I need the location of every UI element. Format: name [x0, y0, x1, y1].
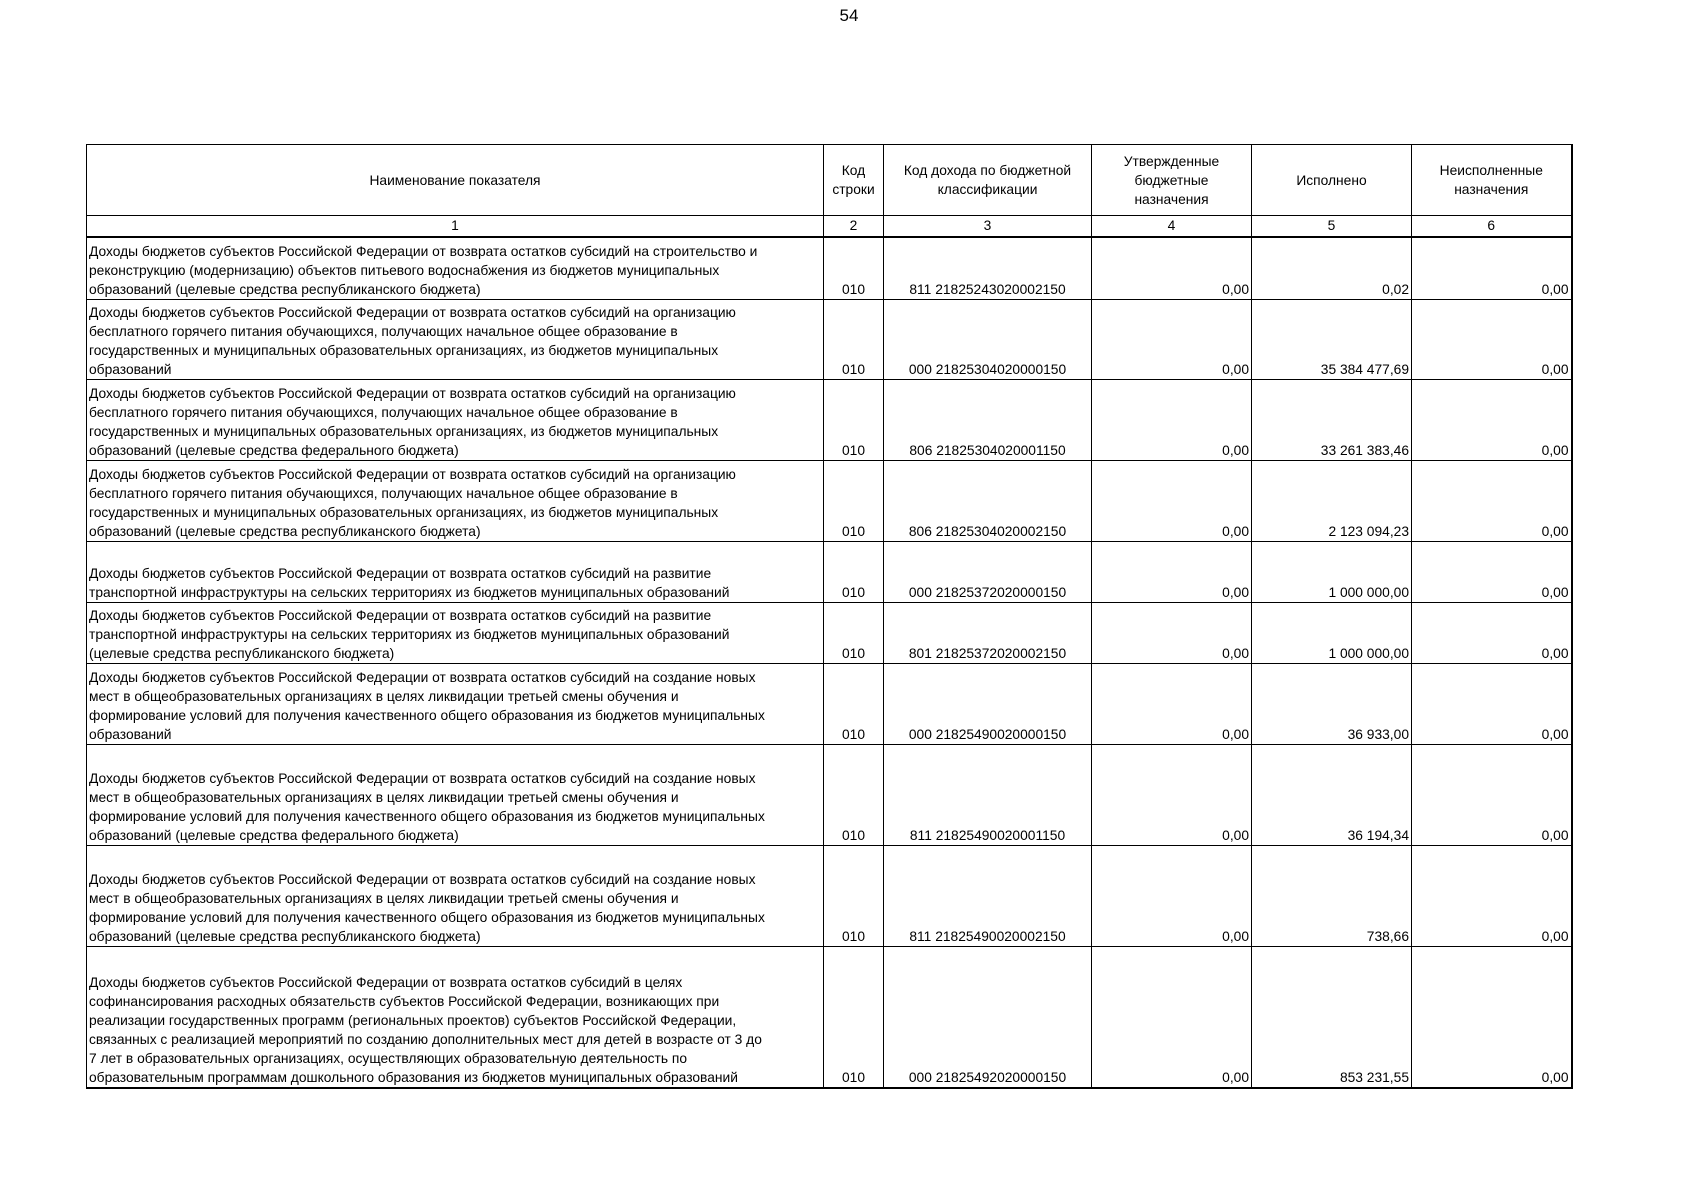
- header-indicator-name: Наименование показателя: [87, 145, 824, 216]
- executed-cell: 35 384 477,69: [1252, 299, 1412, 379]
- approved-cell: 0,00: [1092, 744, 1252, 845]
- unexecuted-cell: 0,00: [1412, 237, 1572, 299]
- line-code-cell: 010: [824, 299, 884, 379]
- table-row: [87, 379, 1572, 460]
- table-row: [87, 663, 1572, 744]
- unexecuted-cell: 0,00: [1412, 602, 1572, 663]
- column-number: 6: [1412, 216, 1572, 238]
- column-number: 2: [824, 216, 884, 238]
- line-code-cell: 010: [824, 602, 884, 663]
- budget-report-table: [86, 144, 1573, 1089]
- indicator-name-cell: Доходы бюджетов субъектов Российской Федерации от возврата остатков субсидий на развитие транспортной инфраструктуры на сельских территориях из бюджетов муниципальных образований (целевые средства республиканского бюджета): [87, 602, 824, 663]
- header-line-code: Код строки: [824, 145, 884, 216]
- unexecuted-cell: 0,00: [1412, 541, 1572, 602]
- indicator-name-cell: Доходы бюджетов субъектов Российской Федерации от возврата остатков субсидий на развитие транспортной инфраструктуры на сельских территориях из бюджетов муниципальных образований: [87, 541, 824, 602]
- indicator-name-cell: Доходы бюджетов субъектов Российской Федерации от возврата остатков субсидий на организацию бесплатного горячего питания обучающихся, получающих начальное общее образование в государственных и муниципальных образовательных организациях, из бюджетов муниципальных образований: [87, 299, 824, 379]
- column-number: 5: [1252, 216, 1412, 238]
- unexecuted-cell: 0,00: [1412, 299, 1572, 379]
- approved-cell: 0,00: [1092, 946, 1252, 1088]
- income-code-cell: 811 21825490020001150: [884, 744, 1092, 845]
- approved-cell: 0,00: [1092, 541, 1252, 602]
- unexecuted-cell: 0,00: [1412, 663, 1572, 744]
- table-row: [87, 946, 1572, 1088]
- line-code-cell: 010: [824, 946, 884, 1088]
- line-code-cell: 010: [824, 663, 884, 744]
- unexecuted-cell: 0,00: [1412, 946, 1572, 1088]
- table-header: [87, 145, 1572, 238]
- indicator-name-cell: Доходы бюджетов субъектов Российской Федерации от возврата остатков субсидий в целях софинансирования расходных обязательств субъектов Российской Федерации, возникающих при реализации государственных программ (региональных проектов) субъектов Российской Федерации, связанных с реализацией мероприятий по созданию дополнительных мест для детей в возрасте от 3 до 7 лет в образовательных организациях, осуществляющих образовательную деятельность по образовательным программам дошкольного образования из бюджетов муниципальных образований: [87, 946, 824, 1088]
- header-approved: Утвержденные бюджетные назначения: [1092, 145, 1252, 216]
- income-code-cell: 000 21825492020000150: [884, 946, 1092, 1088]
- approved-cell: 0,00: [1092, 379, 1252, 460]
- executed-cell: 1 000 000,00: [1252, 541, 1412, 602]
- income-code-cell: 801 21825372020002150: [884, 602, 1092, 663]
- approved-cell: 0,00: [1092, 602, 1252, 663]
- indicator-name-cell: Доходы бюджетов субъектов Российской Федерации от возврата остатков субсидий на создание новых мест в общеобразовательных организациях в целях ликвидации третьей смены обучения и формирование условий для получения качественного общего образования из бюджетов муниципальных образований: [87, 663, 824, 744]
- table-body: [87, 237, 1572, 1088]
- unexecuted-cell: 0,00: [1412, 744, 1572, 845]
- income-code-cell: 000 21825490020000150: [884, 663, 1092, 744]
- column-number: 1: [87, 216, 824, 238]
- line-code-cell: 010: [824, 541, 884, 602]
- line-code-cell: 010: [824, 460, 884, 541]
- header-row: [87, 145, 1572, 216]
- table-row: [87, 299, 1572, 379]
- approved-cell: 0,00: [1092, 845, 1252, 946]
- executed-cell: 36 933,00: [1252, 663, 1412, 744]
- indicator-name-cell: Доходы бюджетов субъектов Российской Федерации от возврата остатков субсидий на создание новых мест в общеобразовательных организациях в целях ликвидации третьей смены обучения и формирование условий для получения качественного общего образования из бюджетов муниципальных образований (целевые средства федерального бюджета): [87, 744, 824, 845]
- unexecuted-cell: 0,00: [1412, 845, 1572, 946]
- approved-cell: 0,00: [1092, 460, 1252, 541]
- table-row: [87, 845, 1572, 946]
- unexecuted-cell: 0,00: [1412, 379, 1572, 460]
- header-executed: Исполнено: [1252, 145, 1412, 216]
- column-number-row: [87, 216, 1572, 238]
- unexecuted-cell: 0,00: [1412, 460, 1572, 541]
- executed-cell: 36 194,34: [1252, 744, 1412, 845]
- executed-cell: 33 261 383,46: [1252, 379, 1412, 460]
- table-row: [87, 744, 1572, 845]
- table-row: [87, 460, 1572, 541]
- income-code-cell: 806 21825304020001150: [884, 379, 1092, 460]
- indicator-name-cell: Доходы бюджетов субъектов Российской Федерации от возврата остатков субсидий на строительство и реконструкцию (модернизацию) объектов питьевого водоснабжения из бюджетов муниципальных образований (целевые средства республиканского бюджета): [87, 237, 824, 299]
- column-number: 4: [1092, 216, 1252, 238]
- line-code-cell: 010: [824, 237, 884, 299]
- income-code-cell: 000 21825372020000150: [884, 541, 1092, 602]
- income-code-cell: 811 21825243020002150: [884, 237, 1092, 299]
- approved-cell: 0,00: [1092, 663, 1252, 744]
- income-code-cell: 811 21825490020002150: [884, 845, 1092, 946]
- table-row: [87, 602, 1572, 663]
- page-number: 54: [839, 6, 859, 25]
- line-code-cell: 010: [824, 845, 884, 946]
- header-income-code: Код дохода по бюджетной классификации: [884, 145, 1092, 216]
- income-code-cell: 806 21825304020002150: [884, 460, 1092, 541]
- table-row: [87, 237, 1572, 299]
- executed-cell: 1 000 000,00: [1252, 602, 1412, 663]
- executed-cell: 0,02: [1252, 237, 1412, 299]
- approved-cell: 0,00: [1092, 237, 1252, 299]
- income-code-cell: 000 21825304020000150: [884, 299, 1092, 379]
- column-number: 3: [884, 216, 1092, 238]
- indicator-name-cell: Доходы бюджетов субъектов Российской Федерации от возврата остатков субсидий на организацию бесплатного горячего питания обучающихся, получающих начальное общее образование в государственных и муниципальных образовательных организациях, из бюджетов муниципальных образований (целевые средства федерального бюджета): [87, 379, 824, 460]
- line-code-cell: 010: [824, 379, 884, 460]
- table-row: [87, 541, 1572, 602]
- approved-cell: 0,00: [1092, 299, 1252, 379]
- executed-cell: 2 123 094,23: [1252, 460, 1412, 541]
- line-code-cell: 010: [824, 744, 884, 845]
- header-unexecuted: Неисполненные назначения: [1412, 145, 1572, 216]
- indicator-name-cell: Доходы бюджетов субъектов Российской Федерации от возврата остатков субсидий на организацию бесплатного горячего питания обучающихся, получающих начальное общее образование в государственных и муниципальных образовательных организациях, из бюджетов муниципальных образований (целевые средства республиканского бюджета): [87, 460, 824, 541]
- indicator-name-cell: Доходы бюджетов субъектов Российской Федерации от возврата остатков субсидий на создание новых мест в общеобразовательных организациях в целях ликвидации третьей смены обучения и формирование условий для получения качественного общего образования из бюджетов муниципальных образований (целевые средства республиканского бюджета): [87, 845, 824, 946]
- executed-cell: 738,66: [1252, 845, 1412, 946]
- executed-cell: 853 231,55: [1252, 946, 1412, 1088]
